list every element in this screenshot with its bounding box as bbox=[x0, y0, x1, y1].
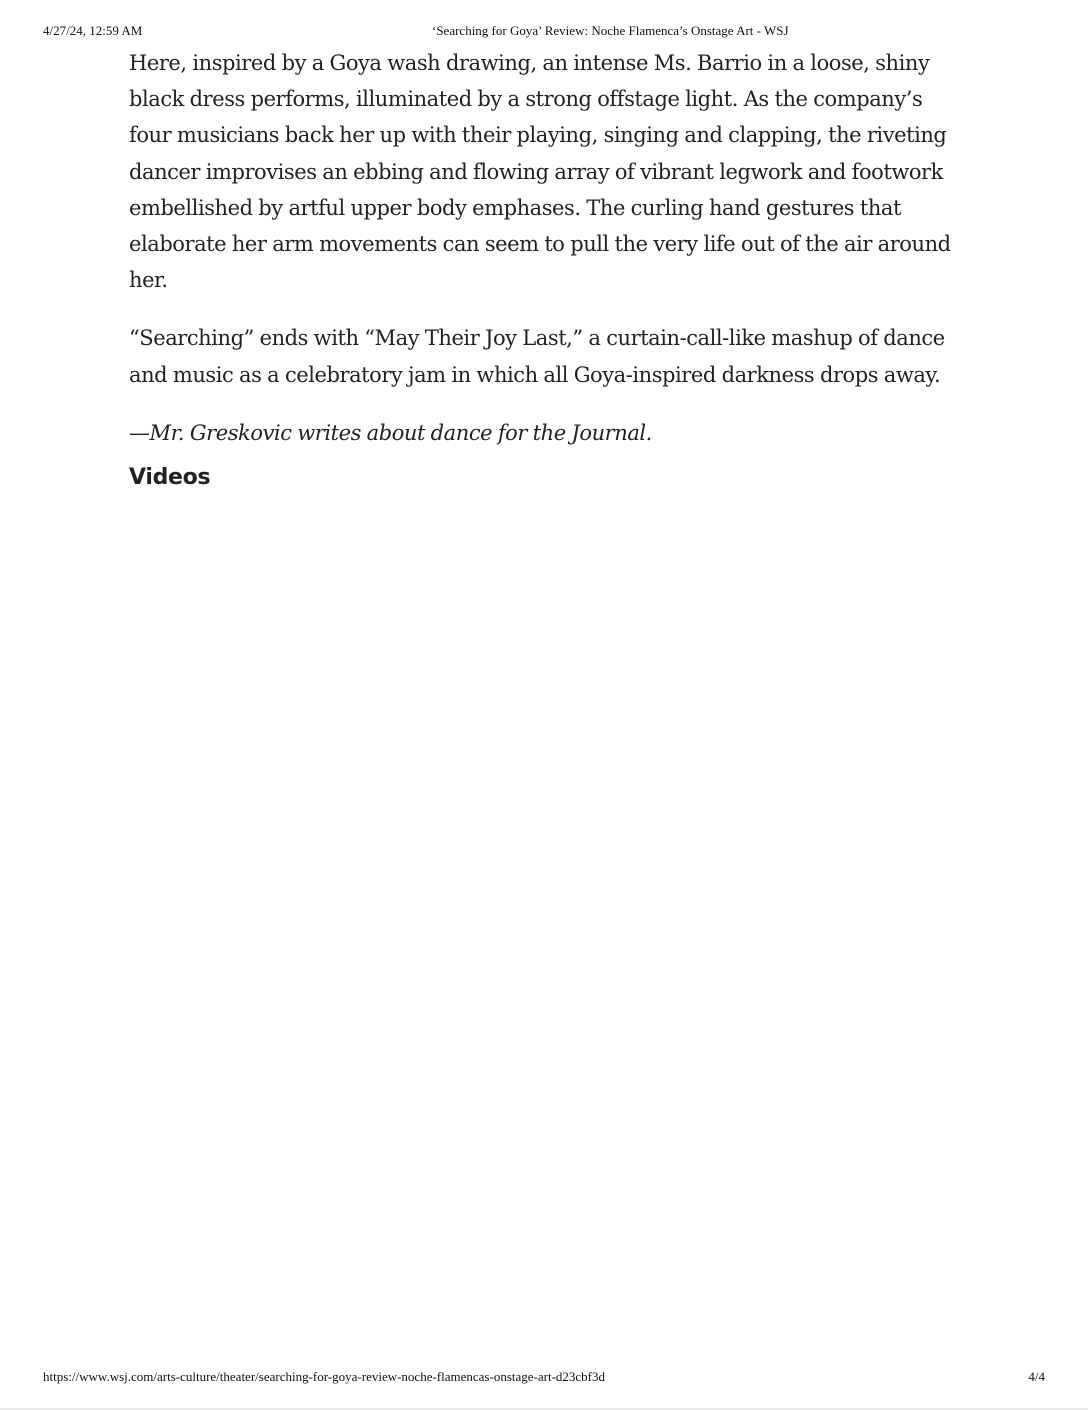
author-signoff: —Mr. Greskovic writes about dance for the Journal. bbox=[129, 420, 652, 445]
print-footer-page-number: 4/4 bbox=[1028, 1369, 1045, 1384]
article-body bbox=[129, 45, 963, 490]
videos-heading: Videos bbox=[129, 465, 211, 491]
article-paragraph: Here, inspired by a Goya wash drawing, an intense Ms. Barrio in a loose, shiny black dress performs, illuminated by a strong offstage light. As the company’s four musicians back her up with their playing, singing and clapping, the riveting dancer improvises an ebbing and flowing array of vibrant legwork and footwork embellished by artful upper body emphases. The curling hand gestures that elaborate her arm movements can seem to pull the very life out of the air around her. bbox=[129, 51, 951, 293]
print-header-date: 4/27/24, 12:59 AM bbox=[43, 23, 143, 38]
print-header-title: ‘Searching for Goya’ Review: Noche Flamenca’s Onstage Art - WSJ bbox=[432, 23, 789, 38]
article-paragraph: “Searching” ends with “May Their Joy Last,” a curtain-call-like mashup of dance and music as a celebratory jam in which all Goya-inspired darkness drops away. bbox=[129, 326, 945, 387]
print-footer-url[interactable]: https://www.wsj.com/arts-culture/theater/searching-for-goya-review-noche-flamencas-onstage-art-d23cbf3d bbox=[43, 1369, 606, 1384]
